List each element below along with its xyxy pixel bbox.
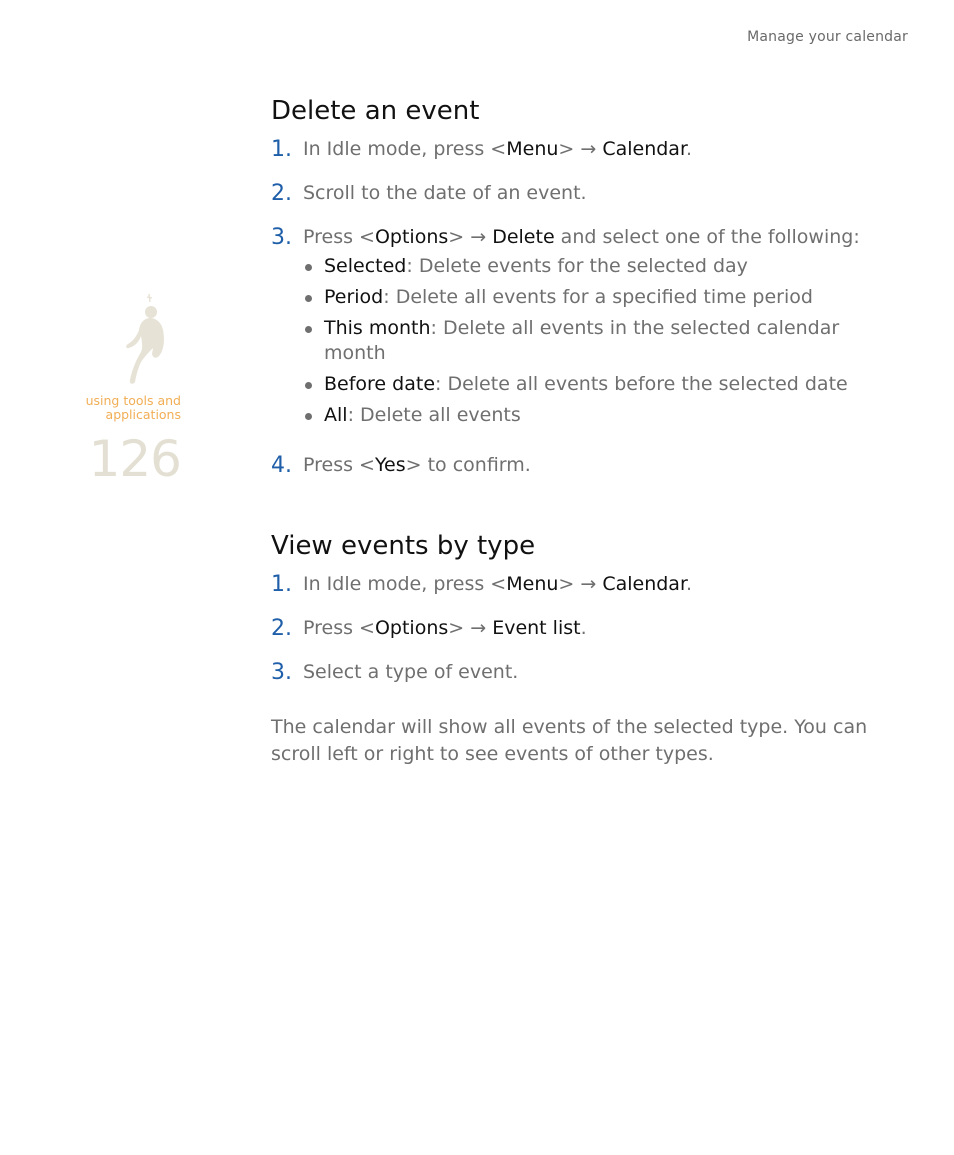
list-item: All: Delete all events xyxy=(303,403,871,428)
step-item xyxy=(271,137,871,162)
sidebar xyxy=(60,292,181,488)
step-text: Scroll to the date of an event. xyxy=(303,182,587,204)
list-item: This month: Delete all events in the selected calendar month xyxy=(303,316,871,366)
list-item: Before date: Delete all events before the selected date xyxy=(303,372,871,397)
step-item xyxy=(271,181,871,206)
delete-options-list xyxy=(303,254,871,428)
person-silhouette-icon xyxy=(119,292,179,388)
step-number: 1. xyxy=(271,572,292,597)
list-item: Selected: Delete events for the selected day xyxy=(303,254,871,279)
step-text: Press <Options> → Delete and select one of the following: Selected: Delete events for the selected day Period: Delete all events for a specified time period This month: Delete all events in the selected calendar month Before date: Delete all events before the selected date All: Delete all events xyxy=(303,225,871,434)
step-number: 3. xyxy=(271,660,292,685)
step-item xyxy=(271,660,871,685)
note-paragraph: The calendar will show all events of the selected type. You can scroll left or right to see events of other types. xyxy=(271,716,868,765)
step-number: 1. xyxy=(271,137,292,162)
step-number: 2. xyxy=(271,616,292,641)
page-number: 126 xyxy=(88,430,181,488)
step-number: 2. xyxy=(271,181,292,206)
running-header: Manage your calendar xyxy=(747,29,908,45)
list-item: Period: Delete all events for a specified time period xyxy=(303,285,871,310)
step-text: Press <Yes> to confirm. xyxy=(303,454,531,476)
step-text: In Idle mode, press <Menu> → Calendar. xyxy=(303,573,693,595)
step-text: In Idle mode, press <Menu> → Calendar. xyxy=(303,138,693,160)
step-number: 4. xyxy=(271,453,292,478)
section-title-delete: Delete an event xyxy=(271,96,480,126)
step-text: Select a type of event. xyxy=(303,661,519,683)
step-number: 3. xyxy=(271,225,292,250)
step-item xyxy=(271,225,871,434)
step-item xyxy=(271,572,871,597)
section-label: using tools and applications xyxy=(85,393,181,422)
step-item xyxy=(271,616,871,641)
section-title-view: View events by type xyxy=(271,531,536,561)
step-text: Press <Options> → Event list. xyxy=(303,617,587,639)
main-content xyxy=(271,95,871,787)
step-item xyxy=(271,453,871,478)
